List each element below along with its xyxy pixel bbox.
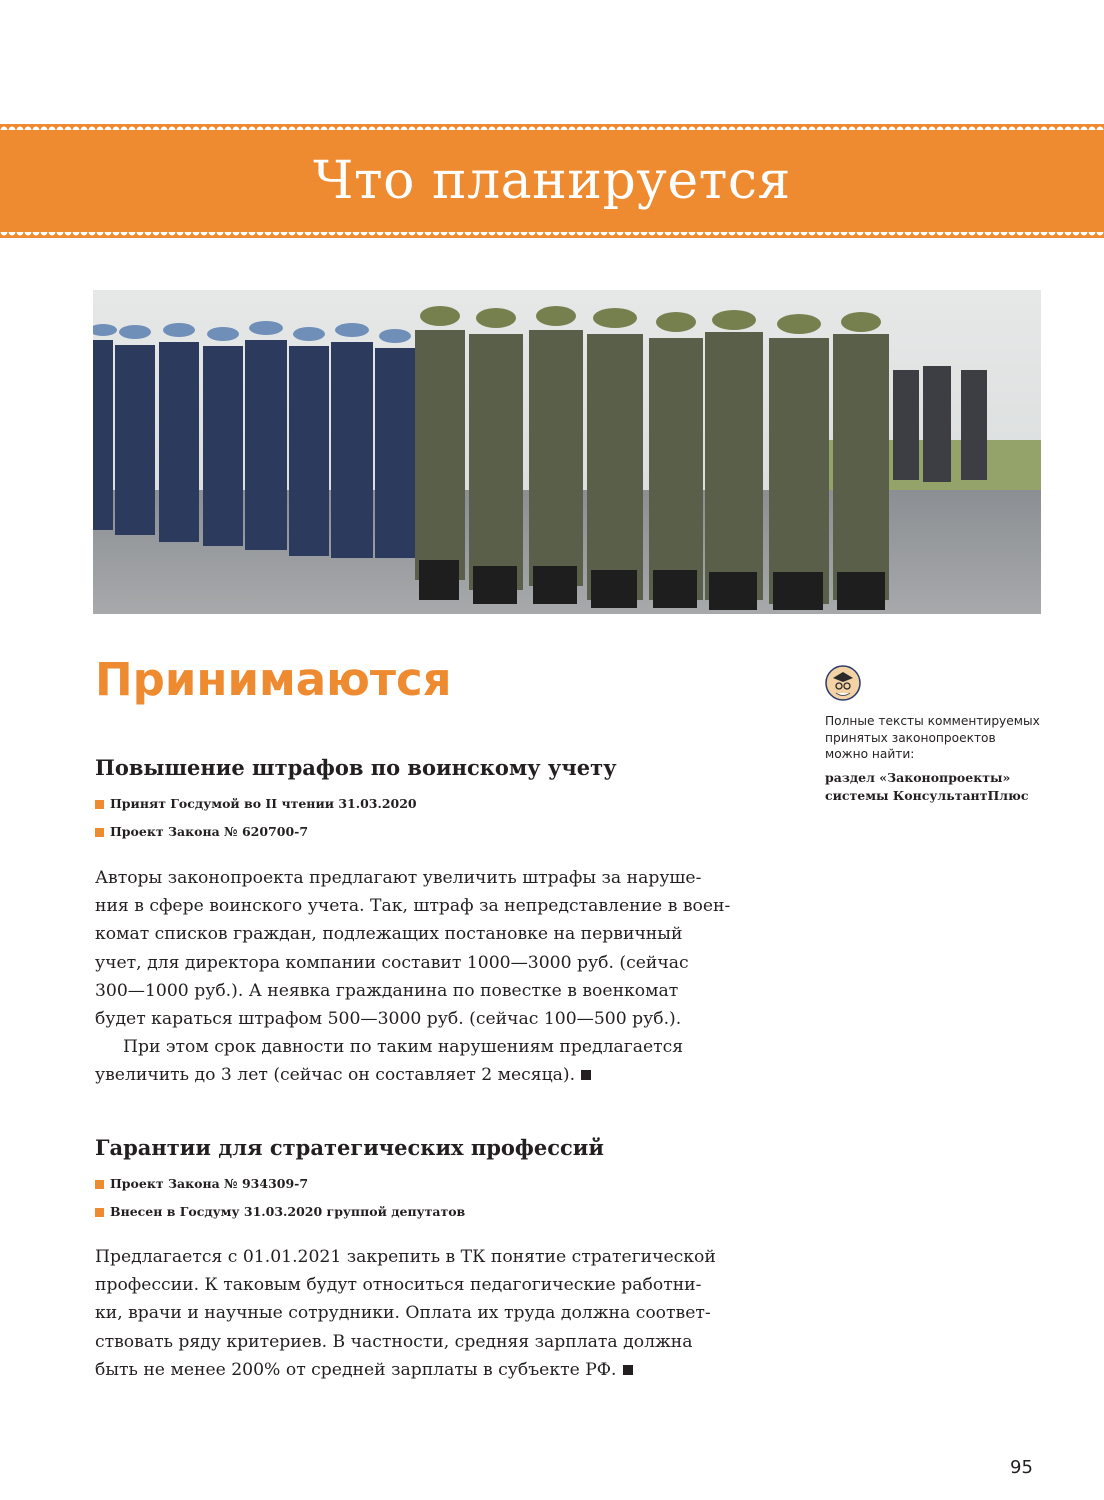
page-banner xyxy=(0,124,1104,238)
article-2-body: Предлагается с 01.01.2021 закрепить в ТК понятие стратегической профессии. К таковым будут относиться педагогические работни- ки, врачи и научные сотрудники. Оплата их труда должна соответ- ствовать ряду критериев. В частности, средняя зарплата должна быть не менее 200% от средней зарплаты в субъекте РФ. xyxy=(95,1247,716,1380)
orange-square-icon xyxy=(95,828,104,837)
soldiers-photo xyxy=(93,290,1041,614)
orange-square-icon xyxy=(95,1180,104,1189)
orange-square-icon xyxy=(95,1208,104,1217)
meta-item: Проект Закона № 934309-7 xyxy=(95,1170,465,1198)
meta-item: Внесен в Госдуму 31.03.2020 группой депутатов xyxy=(95,1198,465,1226)
banner-title: Что планируется xyxy=(313,151,791,211)
orange-square-icon xyxy=(95,800,104,809)
article-1-body: Авторы законопроекта предлагают увеличить штрафы за наруше- ния в сфере воинского учета. Так, штраф за непредставление в воен- комат списков граждан, подлежащих постановке на первичный учет, для директора компании составит 1000—3000 руб. (сейчас 300—1000 руб.). А неявка гражданина по повестке в военкомат будет караться штрафом 500—3000 руб. (сейчас 100—500 руб.). При этом срок давности по таким нарушениям предлагается увеличить до 3 лет (сейчас он составляет 2 месяца). xyxy=(95,868,731,1086)
article-2-meta xyxy=(95,1170,465,1226)
end-of-article-mark xyxy=(581,1070,591,1080)
meta-item: Проект Закона № 620700-7 xyxy=(95,818,417,846)
section-title: Принимаются xyxy=(95,653,452,706)
page-number: 95 xyxy=(1010,1457,1033,1478)
article-1-meta xyxy=(95,790,417,846)
sidebar-note-text: Полные тексты комментируемых принятых законопроектов можно найти: xyxy=(825,714,1040,761)
sidebar-note xyxy=(825,665,1055,805)
article-2-title: Гарантии для стратегических профессий xyxy=(95,1135,604,1160)
professor-mascot-icon xyxy=(825,665,861,701)
end-of-article-mark xyxy=(623,1365,633,1375)
meta-item: Принят Госдумой во II чтении 31.03.2020 xyxy=(95,790,417,818)
sidebar-link-text: раздел «Законопроекты» системы КонсультантПлюс xyxy=(825,769,1029,803)
article-1-title: Повышение штрафов по воинскому учету xyxy=(95,755,617,780)
